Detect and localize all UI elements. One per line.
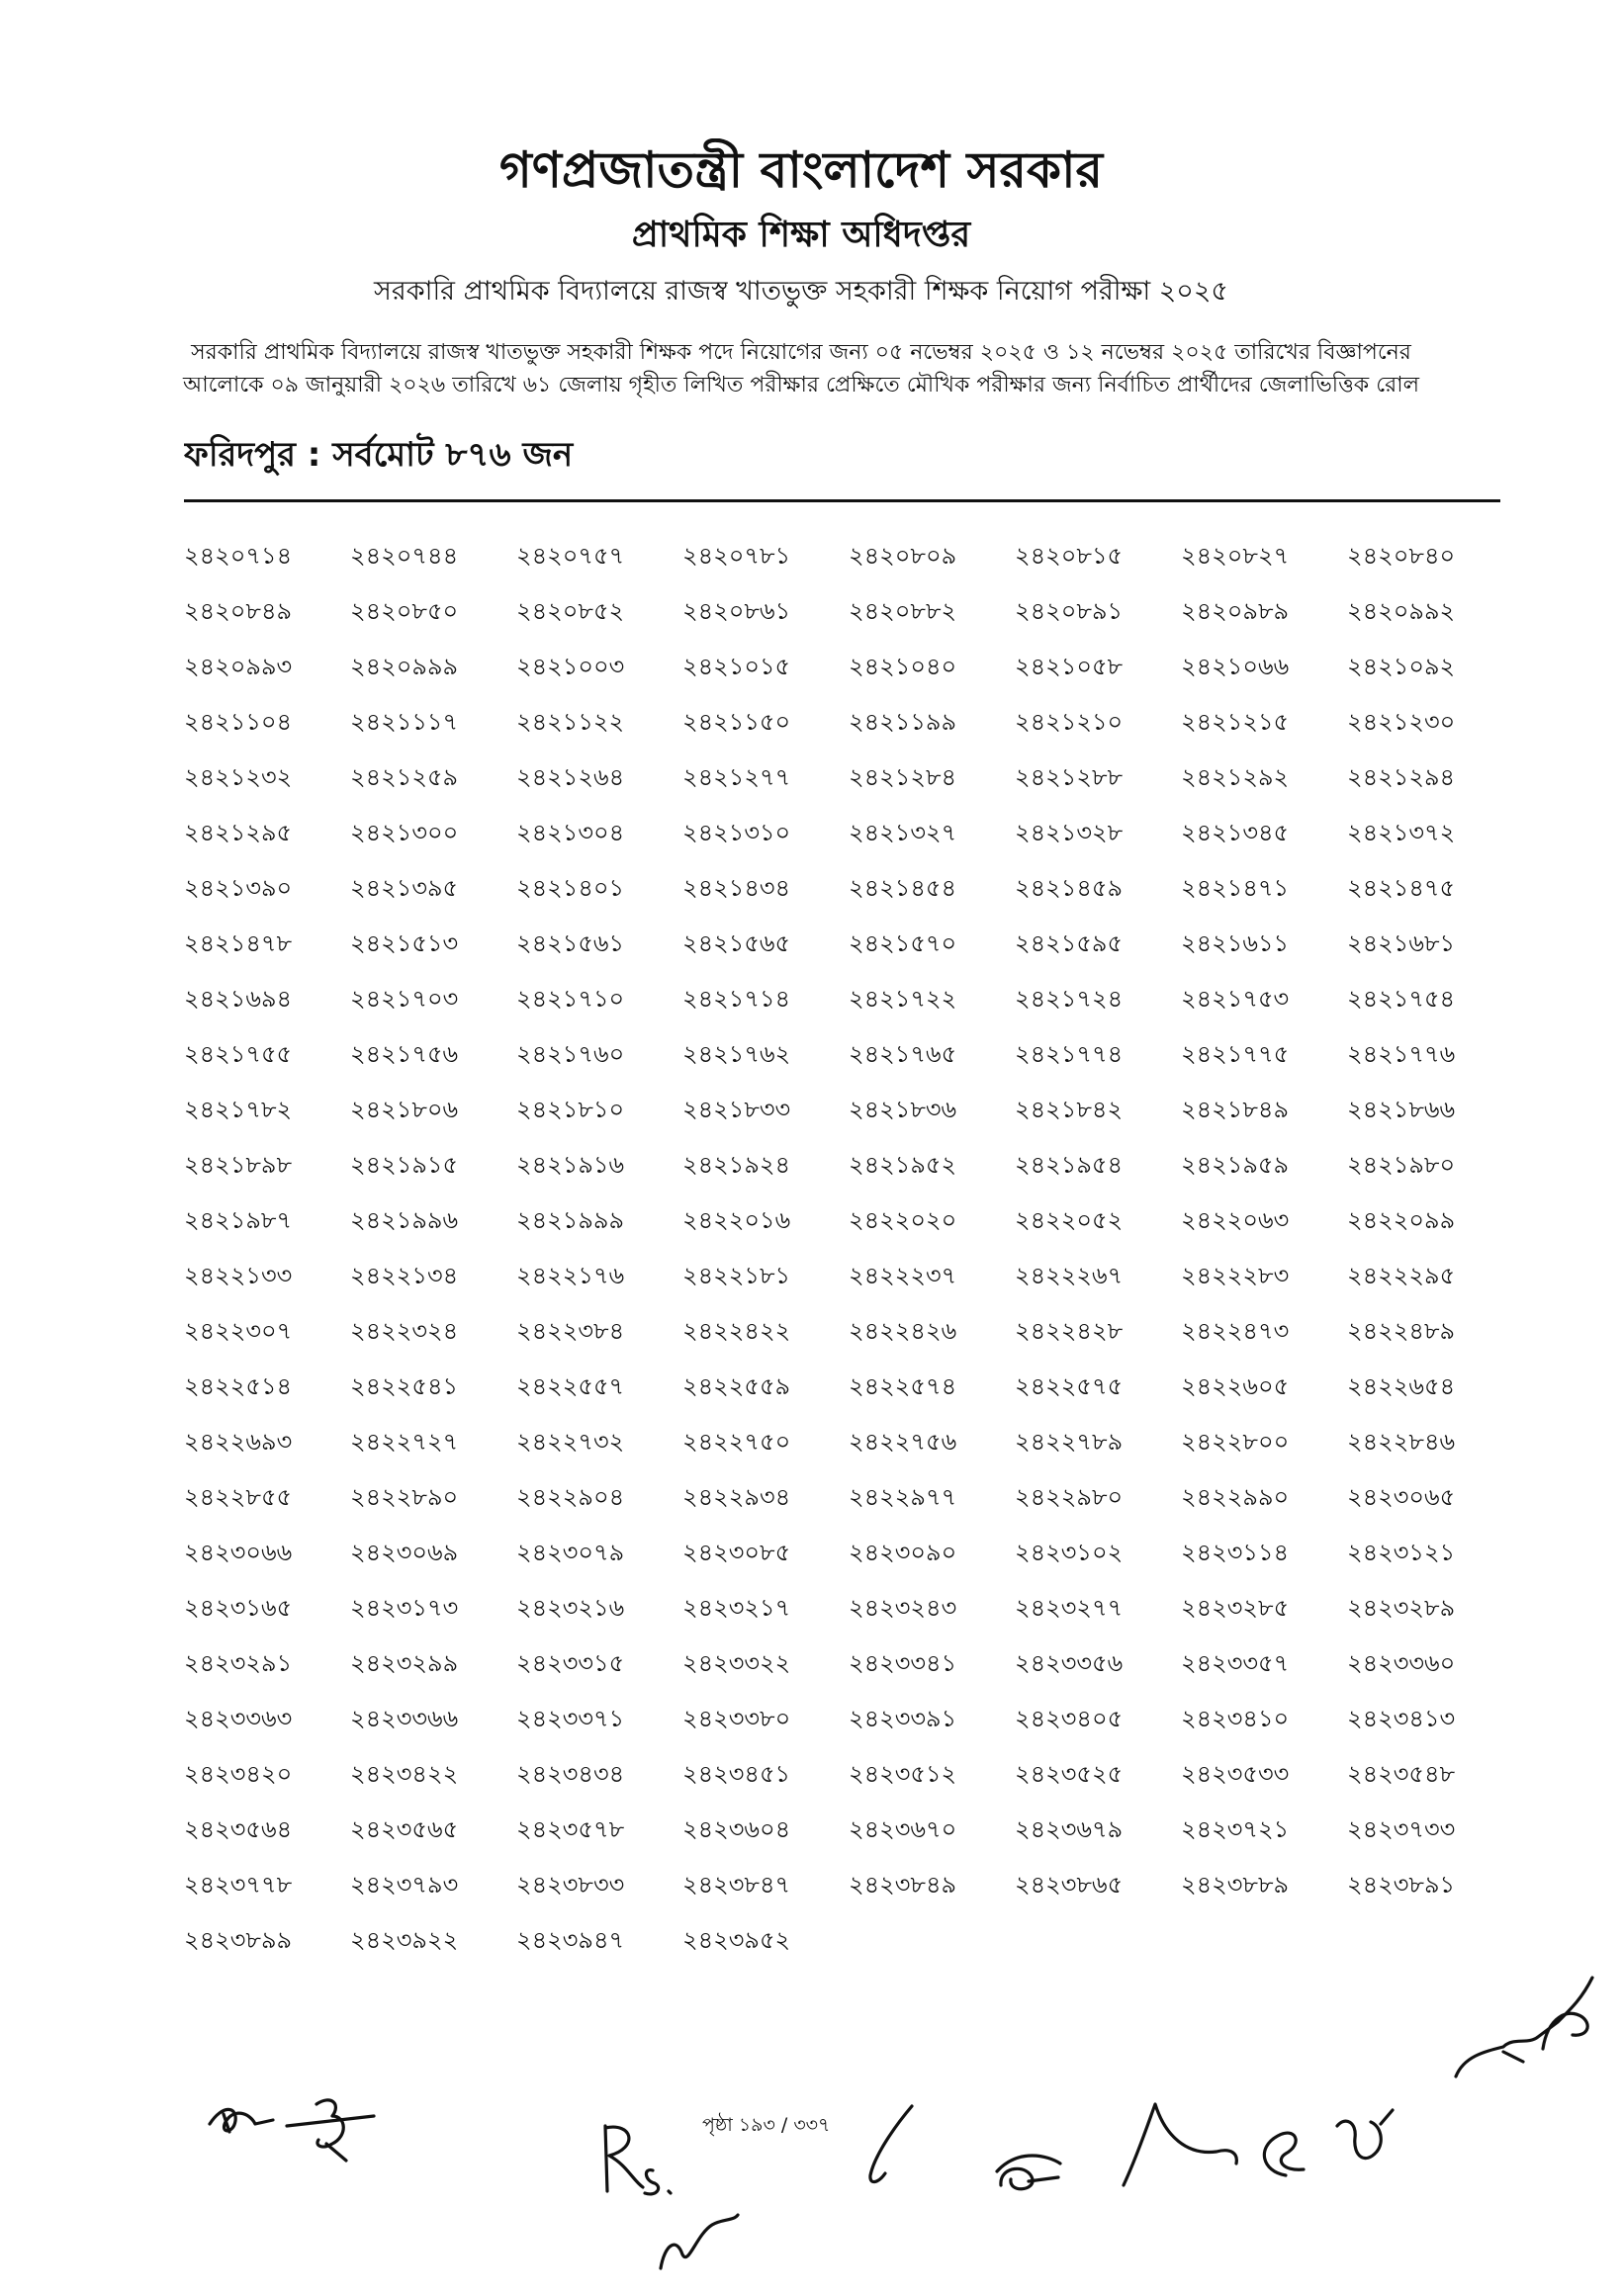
roll-number: ২৪২১৩১০	[682, 819, 791, 846]
roll-number: ২৪২৩২১৬	[516, 1594, 625, 1622]
roll-number: ২৪২১৭৫৪	[1347, 985, 1456, 1013]
roll-number: ২৪২২১৮১	[682, 1262, 791, 1289]
roll-number: ২৪২১৩২৭	[849, 819, 957, 846]
roll-number: ২৪২৩৪১০	[1181, 1705, 1290, 1732]
roll-number: ২৪২০৮৪০	[1347, 542, 1456, 570]
roll-number: ২৪২২০৫২	[1015, 1206, 1124, 1234]
roll-number: ২৪২১২৮৪	[849, 763, 957, 791]
roll-number: ২৪২২২৬৭	[1015, 1262, 1124, 1289]
roll-number: ২৪২১২৮৮	[1015, 763, 1124, 791]
roll-number: ২৪২১৮৬৬	[1347, 1096, 1456, 1123]
roll-number: ২৪২০৭৫৭	[516, 542, 625, 570]
roll-number: ২৪২২৫৫৯	[682, 1372, 791, 1400]
roll-number: ২৪২২৯০৪	[516, 1483, 625, 1511]
notice-line: আলোকে ০৯ জানুয়ারী ২০২৬ তারিখে ৬১ জেলায় গৃহীত লিখিত পরীক্ষার প্রেক্ষিতে মৌখিক পরীক্ষার জন্য নির্বাচিত প্রার্থীদের জেলাভিত্তিক রোল	[182, 373, 1419, 397]
signature-initial-9	[1337, 2110, 1393, 2159]
roll-number: ২৪২১৩০৪	[516, 819, 625, 846]
roll-number: ২৪২২৬৫৪	[1347, 1372, 1456, 1400]
roll-number: ২৪২৩০৬৫	[1347, 1483, 1456, 1511]
roll-number: ২৪২১০০৩	[516, 653, 625, 680]
roll-number: ২৪২৩৮৯৯	[184, 1926, 293, 1954]
roll-number: ২৪২১৯৯৯	[516, 1206, 625, 1234]
roll-number: ২৪২২৩০৭	[184, 1317, 293, 1345]
roll-number: ২৪২৩০৬৯	[350, 1539, 459, 1566]
roll-number: ২৪২৩৫৬৪	[184, 1815, 293, 1843]
roll-number: ২৪২১৯৮০	[1347, 1151, 1456, 1179]
roll-number: ২৪২৩৩২২	[682, 1649, 791, 1677]
roll-number: ২৪২৩৫৬৫	[350, 1815, 459, 1843]
roll-number: ২৪২২০১৬	[682, 1206, 791, 1234]
roll-number: ২৪২১৪৭১	[1181, 874, 1290, 902]
roll-number: ২৪২১২৯৪	[1347, 763, 1456, 791]
roll-number: ২৪২১২৫৯	[350, 763, 459, 791]
roll-number-grid	[184, 528, 1513, 1968]
roll-number: ২৪২২৭৫৬	[849, 1428, 957, 1456]
roll-number: ২৪২২৫৭৪	[849, 1372, 957, 1400]
roll-number: ২৪২২৬০৫	[1181, 1372, 1290, 1400]
roll-number: ২৪২১৭৬২	[682, 1040, 791, 1068]
divider	[184, 499, 1500, 502]
roll-number: ২৪২১১৫০	[682, 708, 791, 736]
roll-number: ২৪২২২৮৩	[1181, 1262, 1290, 1289]
roll-number: ২৪২১১২২	[516, 708, 625, 736]
roll-number: ২৪২২৫৫৭	[516, 1372, 625, 1400]
roll-number: ২৪২১৫১৩	[350, 929, 459, 957]
roll-number: ২৪২৩৩৬৬	[350, 1705, 459, 1732]
roll-number: ২৪২৩৭৯৩	[350, 1871, 459, 1899]
roll-number: ২৪২১৮৩৬	[849, 1096, 957, 1123]
roll-number: ২৪২০৭১৪	[184, 542, 293, 570]
roll-number: ২৪২১২৭৭	[682, 763, 791, 791]
roll-number: ২৪২১৮১০	[516, 1096, 625, 1123]
roll-number: ২৪২১৭৫৩	[1181, 985, 1290, 1013]
roll-number: ২৪২১৩৪৫	[1181, 819, 1290, 846]
roll-number: ২৪২২৪৭৩	[1181, 1317, 1290, 1345]
roll-number: ২৪২৩৭৭৮	[184, 1871, 293, 1899]
roll-number: ২৪২১১৯৯	[849, 708, 957, 736]
roll-number: ২৪২২৭৮৯	[1015, 1428, 1124, 1456]
roll-number: ২৪২২৮৯০	[350, 1483, 459, 1511]
roll-number: ২৪২১৭৬০	[516, 1040, 625, 1068]
roll-number: ২৪২১৩৯৫	[350, 874, 459, 902]
roll-number: ২৪২১০৬৬	[1181, 653, 1290, 680]
roll-number: ২৪২৩৮৪৭	[682, 1871, 791, 1899]
exam-title: সরকারি প্রাথমিক বিদ্যালয়ে রাজস্ব খাতভুক্ত সহকারী শিক্ষক নিয়োগ পরীক্ষা ২০২৫	[374, 276, 1228, 307]
roll-number: ২৪২১০৫৮	[1015, 653, 1124, 680]
roll-number: ২৪২৩৮৩৩	[516, 1871, 625, 1899]
roll-number: ২৪২১৭৮২	[184, 1096, 293, 1123]
roll-number: ২৪২১৬১১	[1181, 929, 1290, 957]
notice-line: সরকারি প্রাথমিক বিদ্যালয়ে রাজস্ব খাতভুক্ত সহকারী শিক্ষক পদে নিয়োগের জন্য ০৫ নভেম্বর ২০২৫ ও ১২ নভেম্বর ২০২৫ তারিখের বিজ্ঞাপনের	[191, 340, 1411, 365]
roll-number: ২৪২৩৩৭১	[516, 1705, 625, 1732]
roll-number: ২৪২৩৯৪৭	[516, 1926, 625, 1954]
signature-initial-7	[1124, 2104, 1236, 2185]
roll-number: ২৪২১৮০৬	[350, 1096, 459, 1123]
roll-number: ২৪২৩১৬৫	[184, 1594, 293, 1622]
roll-number: ২৪২১৩৭২	[1347, 819, 1456, 846]
roll-number: ২৪২১৭১৪	[682, 985, 791, 1013]
roll-number: ২৪২১২৩০	[1347, 708, 1456, 736]
roll-number: ২৪২১৭২২	[849, 985, 957, 1013]
roll-number: ২৪২১১১৭	[350, 708, 459, 736]
roll-number: ২৪২৩০৬৬	[184, 1539, 293, 1566]
roll-number: ২৪২৩৩১৫	[516, 1649, 625, 1677]
roll-number: ২৪২২৫৭৫	[1015, 1372, 1124, 1400]
roll-number: ২৪২৩৭৩৩	[1347, 1815, 1456, 1843]
roll-number: ২৪২৩৯২২	[350, 1926, 459, 1954]
roll-number: ২৪২১৫৭০	[849, 929, 957, 957]
roll-number: ২৪২৩৫৪৮	[1347, 1760, 1456, 1788]
roll-number: ২৪২৩৮৬৫	[1015, 1871, 1124, 1899]
roll-number: ২৪২৩২৯৯	[350, 1649, 459, 1677]
roll-number: ২৪২২৫১৪	[184, 1372, 293, 1400]
roll-number: ২৪২১০১৫	[682, 653, 791, 680]
roll-number: ২৪২১৪৭৫	[1347, 874, 1456, 902]
roll-number: ২৪২৩১০২	[1015, 1539, 1124, 1566]
roll-number: ২৪২২৩৮৪	[516, 1317, 625, 1345]
roll-number: ২৪২২০২০	[849, 1206, 957, 1234]
roll-number: ২৪২০৯৯৯	[350, 653, 459, 680]
roll-number: ২৪২১৮৪২	[1015, 1096, 1124, 1123]
roll-number: ২৪২৩৩৬৩	[184, 1705, 293, 1732]
roll-number: ২৪২৩২৮৯	[1347, 1594, 1456, 1622]
roll-number: ২৪২৩২৪৩	[849, 1594, 957, 1622]
roll-number: ২৪২৩৫৭৮	[516, 1815, 625, 1843]
roll-number: ২৪২১৭২৪	[1015, 985, 1124, 1013]
roll-number: ২৪২৩৪১৩	[1347, 1705, 1456, 1732]
roll-number: ২৪২২৭২৭	[350, 1428, 459, 1456]
roll-number: ২৪২১৩৯০	[184, 874, 293, 902]
roll-number: ২৪২০৮২৭	[1181, 542, 1290, 570]
roll-number: ২৪২৩২৯১	[184, 1649, 293, 1677]
roll-number: ২৪২২৯৭৭	[849, 1483, 957, 1511]
roll-number: ২৪২১৭০৩	[350, 985, 459, 1013]
roll-number: ২৪২১১০৪	[184, 708, 293, 736]
roll-number: ২৪২৩৩৬০	[1347, 1649, 1456, 1677]
signature-initial-3	[605, 2126, 671, 2194]
signature-initial-1	[210, 2109, 273, 2132]
roll-number: ২৪২৩৫২৫	[1015, 1760, 1124, 1788]
roll-number: ২৪২৩৪২২	[350, 1760, 459, 1788]
roll-number: ২৪২২৪৮৯	[1347, 1317, 1456, 1345]
roll-number: ২৪২২১৩৩	[184, 1262, 293, 1289]
roll-number: ২৪২২৭৩২	[516, 1428, 625, 1456]
roll-number: ২৪২১৯১৬	[516, 1151, 625, 1179]
roll-number: ২৪২১৬৯৪	[184, 985, 293, 1013]
roll-number: ২৪২১৫৯৫	[1015, 929, 1124, 957]
roll-number: ২৪২২৮০০	[1181, 1428, 1290, 1456]
roll-number: ২৪২১৬৮১	[1347, 929, 1456, 957]
roll-number: ২৪২১৪৭৮	[184, 929, 293, 957]
roll-number: ২৪২৩৪২০	[184, 1760, 293, 1788]
roll-number: ২৪২১৯২৪	[682, 1151, 791, 1179]
roll-number: ২৪২৩১২১	[1347, 1539, 1456, 1566]
roll-number: ২৪২০৯৯৩	[184, 653, 293, 680]
roll-number: ২৪২৩০৮৫	[682, 1539, 791, 1566]
roll-number: ২৪২১৮৩৩	[682, 1096, 791, 1123]
roll-number: ২৪২৩৫১২	[849, 1760, 957, 1788]
roll-number: ২৪২১৭৭৬	[1347, 1040, 1456, 1068]
roll-number: ২৪২৩১১৪	[1181, 1539, 1290, 1566]
roll-number: ২৪২১৪৫৯	[1015, 874, 1124, 902]
roll-number: ২৪২৩৮৪৯	[849, 1871, 957, 1899]
roll-number: ২৪২২২৯৫	[1347, 1262, 1456, 1289]
roll-number: ২৪২২৭৫০	[682, 1428, 791, 1456]
roll-number: ২৪২২৩২৪	[350, 1317, 459, 1345]
roll-number: ২৪২৩৬৭০	[849, 1815, 957, 1843]
signature-initial-6	[997, 2156, 1060, 2189]
roll-number: ২৪২১২১৫	[1181, 708, 1290, 736]
roll-number: ২৪২১৯৫২	[849, 1151, 957, 1179]
roll-number: ২৪২২৪২৮	[1015, 1317, 1124, 1345]
roll-number: ২৪২১৯১৫	[350, 1151, 459, 1179]
roll-number: ২৪২২৪২২	[682, 1317, 791, 1345]
roll-number: ২৪২০৮৮২	[849, 597, 957, 625]
roll-number: ২৪২৩৩৪১	[849, 1649, 957, 1677]
roll-number: ২৪২০৮১৫	[1015, 542, 1124, 570]
roll-number: ২৪২০৯৯২	[1347, 597, 1456, 625]
roll-number: ২৪২০৮৫০	[350, 597, 459, 625]
roll-number: ২৪২১৪০১	[516, 874, 625, 902]
roll-number: ২৪২২০৯৯	[1347, 1206, 1456, 1234]
roll-number: ২৪২২৯৮০	[1015, 1483, 1124, 1511]
roll-number: ২৪২০৯৮৯	[1181, 597, 1290, 625]
roll-number: ২৪২২১৩৪	[350, 1262, 459, 1289]
roll-number: ২৪২৩৪৩৪	[516, 1760, 625, 1788]
signature-initial-5	[870, 2106, 912, 2182]
roll-number: ২৪২১৩২৮	[1015, 819, 1124, 846]
roll-number: ২৪২৩৩৯১	[849, 1705, 957, 1732]
roll-number: ২৪২২১৭৬	[516, 1262, 625, 1289]
roll-number: ২৪২৩৪০৫	[1015, 1705, 1124, 1732]
roll-number: ২৪২৩৩৫৭	[1181, 1649, 1290, 1677]
roll-number: ২৪২২২৩৭	[849, 1262, 957, 1289]
roll-number: ২৪২১৫৬১	[516, 929, 625, 957]
roll-number: ২৪২০৭৪৪	[350, 542, 459, 570]
roll-number: ২৪২৩৬০৪	[682, 1815, 791, 1843]
roll-number: ২৪২১২১০	[1015, 708, 1124, 736]
roll-number: ২৪২২৮৪৬	[1347, 1428, 1456, 1456]
roll-number: ২৪২১৯৫৪	[1015, 1151, 1124, 1179]
roll-number: ২৪২১৭৫৬	[350, 1040, 459, 1068]
district-heading: ফরিদপুর : সর্বমোট ৮৭৬ জন	[184, 435, 574, 475]
roll-number: ২৪২১৫৬৫	[682, 929, 791, 957]
roll-number: ২৪২১৯৮৭	[184, 1206, 293, 1234]
roll-number: ২৪২২৯৩৪	[682, 1483, 791, 1511]
page-number: পৃষ্ঠা ১৯৩ / ৩৩৭	[702, 2114, 831, 2136]
roll-number: ২৪২১৭৭৪	[1015, 1040, 1124, 1068]
roll-number: ২৪২১৩০০	[350, 819, 459, 846]
roll-number: ২৪২২৬৯৩	[184, 1428, 293, 1456]
roll-number: ২৪২১৯৫৯	[1181, 1151, 1290, 1179]
roll-number: ২৪২৩৯৫২	[682, 1926, 791, 1954]
department-title: প্রাথমিক শিক্ষা অধিদপ্তর	[631, 215, 971, 255]
roll-number: ২৪২৩২১৭	[682, 1594, 791, 1622]
roll-number: ২৪২১৭১০	[516, 985, 625, 1013]
roll-number: ২৪২১৭৭৫	[1181, 1040, 1290, 1068]
roll-number: ২৪২১২৬৪	[516, 763, 625, 791]
signature-initial-8	[1264, 2133, 1304, 2175]
roll-number: ২৪২০৮৫২	[516, 597, 625, 625]
roll-number: ২৪২১৭৬৫	[849, 1040, 957, 1068]
roll-number: ২৪২৩৮৯১	[1347, 1871, 1456, 1899]
roll-number: ২৪২১৭৫৫	[184, 1040, 293, 1068]
roll-number: ২৪২২৫৪১	[350, 1372, 459, 1400]
roll-number: ২৪২৩৮৮৯	[1181, 1871, 1290, 1899]
roll-number: ২৪২৩২৮৫	[1181, 1594, 1290, 1622]
roll-number: ২৪২১২৩২	[184, 763, 293, 791]
roll-number: ২৪২৩২৭৭	[1015, 1594, 1124, 1622]
roll-number: ২৪২১৮৯৮	[184, 1151, 293, 1179]
roll-number: ২৪২১৪৩৪	[682, 874, 791, 902]
roll-number: ২৪২১৮৪৯	[1181, 1096, 1290, 1123]
roll-number: ২৪২০৮৬১	[682, 597, 791, 625]
roll-number: ২৪২১২৯৫	[184, 819, 293, 846]
roll-number: ২৪২৩১৭৩	[350, 1594, 459, 1622]
roll-number: ২৪২১২৯২	[1181, 763, 1290, 791]
roll-number: ২৪২৩৩৮০	[682, 1705, 791, 1732]
roll-number: ২৪২৩৪৫১	[682, 1760, 791, 1788]
signature-main	[1456, 1978, 1592, 2076]
roll-number: ২৪২৩০৭৯	[516, 1539, 625, 1566]
roll-number: ২৪২১৯৯৬	[350, 1206, 459, 1234]
roll-number: ২৪২১০৪০	[849, 653, 957, 680]
roll-number: ২৪২০৮০৯	[849, 542, 957, 570]
roll-number: ২৪২২৯৯০	[1181, 1483, 1290, 1511]
roll-number: ২৪২০৮৯১	[1015, 597, 1124, 625]
roll-number: ২৪২২৪২৬	[849, 1317, 957, 1345]
roll-number: ২৪২৩৫৩৩	[1181, 1760, 1290, 1788]
signature-initial-2	[287, 2100, 374, 2161]
roll-number: ২৪২৩৬৭৯	[1015, 1815, 1124, 1843]
roll-number: ২৪২২৮৫৫	[184, 1483, 293, 1511]
roll-number: ২৪২১০৯২	[1347, 653, 1456, 680]
roll-number: ২৪২২০৬৩	[1181, 1206, 1290, 1234]
government-title: গণপ্রজাতন্ত্রী বাংলাদেশ সরকার	[499, 141, 1103, 199]
signature-initial-4	[661, 2215, 738, 2268]
roll-number: ২৪২০৭৮১	[682, 542, 791, 570]
roll-number: ২৪২১৪৫৪	[849, 874, 957, 902]
roll-number: ২৪২৩০৯০	[849, 1539, 957, 1566]
roll-number: ২৪২০৮৪৯	[184, 597, 293, 625]
roll-number: ২৪২৩৭২১	[1181, 1815, 1290, 1843]
roll-number: ২৪২৩৩৫৬	[1015, 1649, 1124, 1677]
